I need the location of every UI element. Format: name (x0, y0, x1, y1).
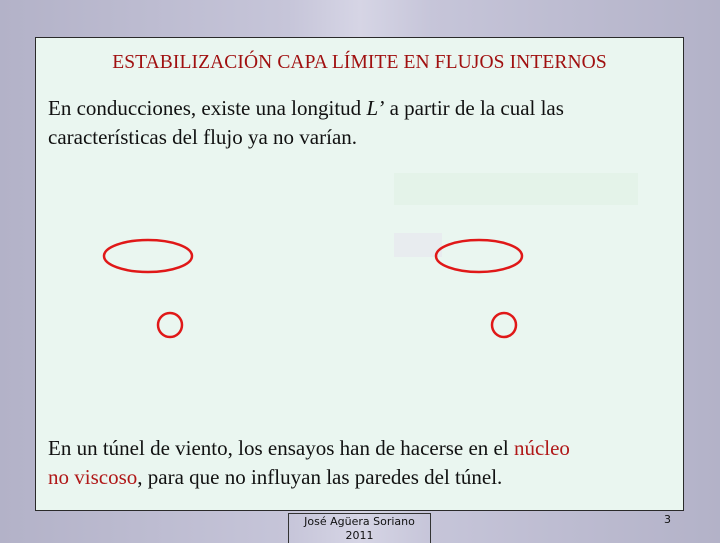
slide-panel (35, 37, 684, 511)
inviscid-highlight: no viscoso (48, 465, 138, 489)
intro-text-start: En conducciones, existe una longitud (48, 96, 367, 120)
outlet-ellipse (436, 240, 522, 272)
length-variable: L’ (366, 96, 385, 120)
slide-title: ESTABILIZACIÓN CAPA LÍMITE EN FLUJOS INTERNOS (112, 52, 607, 73)
page-number: 3 (664, 513, 671, 526)
inlet-circle (158, 313, 182, 337)
wind-tunnel-text-end: , para que no influyan las paredes del túnel. (137, 465, 503, 489)
wind-tunnel-text-start: En un túnel de viento, los ensayos han de hacerse en el (48, 436, 514, 460)
intro-text-line2: características del flujo ya no varían. (48, 125, 358, 149)
core-highlight: núcleo (513, 436, 570, 460)
intro-text-end: a partir de la cual las (384, 96, 564, 120)
wind-tunnel-paragraph (48, 434, 570, 492)
outlet-circle (492, 313, 516, 337)
inlet-ellipse (104, 240, 192, 272)
footer-author: José Agüera Soriano 2011 (288, 513, 431, 543)
